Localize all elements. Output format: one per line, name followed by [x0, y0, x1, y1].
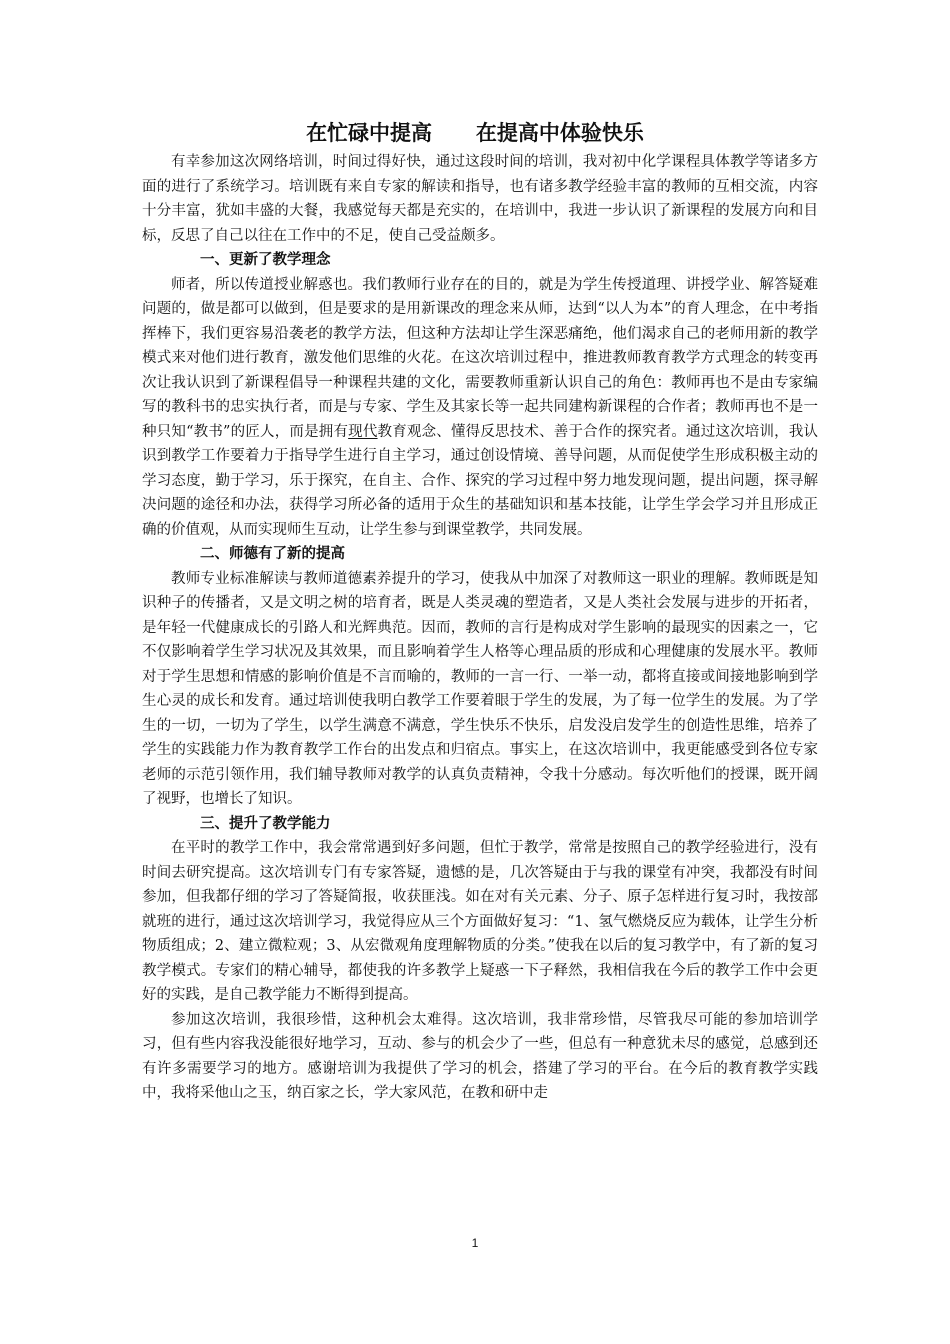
section-heading-1: 一、更新了教学理念: [200, 252, 331, 268]
document-body: [142, 150, 818, 1106]
section-1-text-part-1: 师者，所以传道授业解惑也。我们教师行业存在的目的，就是为学生传授道理、讲授学业、解答疑难问题的，做是都可以做到，但是要求的是用新课改的理念来从师，达到“以人为本”的育人理念，在中考指挥棒下，我们更容易沿袭老的教学方法，但这种方法却让学生深恶痛绝，他们渴求自己的老师用新的教学模式来对他们进行教育，激发他们思维的火花。在这次培训过程中，推进教师教育教学方式理念的转变再次让我认识到了新课程倡导一种课程共建的文化，需要教师重新认识自己的角色：教师再也不是由专家编写的教科书的忠实执行者，而是与专家、学生及其家长等一起共同建构新课程的合作者；教师再也不是一种只知“教书”的匠人，而是拥有: [142, 276, 818, 440]
page-number: 1: [471, 1236, 479, 1250]
section-1-text-part-2: 教育观念、懂得反思技术、善于合作的探究者。通过这次培训，我认识到教学工作要着力于指导学生进行自主学习，通过创设情境、善导问题，从而促使学生形成积极主动的学习态度，勤于学习，乐于探究，在自主、合作、探究的学习过程中努力地发现问题，提出问题，探寻解决问题的途径和办法，获得学习所必备的适用于众生的基础知识和基本技能，让学生学会学习并且形成正确的价值观，从而实现师生互动，让学生参与到课堂教学，共同发展。: [142, 423, 819, 538]
section-heading-3: 三、提升了教学能力: [200, 815, 331, 832]
section-paragraph-2: 教师专业标准解读与教师道德素养提升的学习，使我从中加深了对教师这一职业的理解。教师既是知识种子的传播者，又是文明之树的培育者，既是人类灵魂的塑造者，又是人类社会发展与进步的开拓者，是年轻一代健康成长的引路人和光辉典范。因而，教师的言行是构成对学生影响的最现实的因素之一，它不仅影响着学生学习状况及其效果，而且影响着学生人格等心理品质的形成和心理健康的发展水平。教师对于学生思想和情感的影响价值是不言而喻的，教师的一言一行、一举一动，都将直接或间接地影响到学生心灵的成长和发育。通过培训使我明白教学工作要着眼于学生的发展，为了每一位学生的发展。为了学生的一切，一切为了学生，以学生满意不满意，学生快乐不快乐，启发没启发学生的创造性思维，培养了学生的实践能力作为教育教学工作台的出发点和归宿点。事实上，在这次培训中，我更能感受到各位专家老师的示范引领作用，我们辅导教师对教学的认真负责精神，令我十分感动。每次听他们的授课，既开阔了视野，也增长了知识。: [142, 570, 818, 807]
closing-paragraph: 参加这次培训，我很珍惜，这种机会太难得。这次培训，我非常珍惜，尽管我尽可能的参加培训学习，但有些内容我没能很好地学习，互动、参与的机会少了一些，但总有一种意犹未尽的感觉，总感到还有许多需要学习的地方。感谢培训为我提供了学习的机会，搭建了学习的平台。在今后的教育教学实践中，我将采他山之玉，纳百家之长，学大家风范，在教和研中走: [142, 1011, 818, 1101]
section-heading-2: 二、师德有了新的提高: [200, 546, 345, 562]
document-title: 在忙碌中提高 在提高中体验快乐: [306, 121, 644, 145]
section-paragraph-1: [142, 273, 818, 543]
underlined-word: 现代: [348, 423, 378, 440]
section-paragraph-3: 在平时的教学工作中，我会常常遇到好多问题，但忙于教学，常常是按照自己的教学经验进行，没有时间去研究提高。这次培训专门有专家答疑，遗憾的是，几次答疑由于与我的课堂有冲突，我都没有时间参加，但我都仔细的学习了答疑简报，收获匪浅。如在对有关元素、分子、原子怎样进行复习时，我按部就班的进行，通过这次培训学习，我觉得应从三个方面做好复习：“1、氢气燃烧反应为载体，让学生分析物质组成；2、建立微粒观；3、从宏微观角度理解物质的分类。”使我在以后的复习教学中，有了新的复习教学模式。专家们的精心辅导，都使我的许多教学上疑惑一下子释然，我相信我在今后的教学工作中会更好的实践，是自己教学能力不断得到提高。: [142, 840, 818, 1003]
intro-paragraph: 有幸参加这次网络培训，时间过得好快，通过这段时间的培训，我对初中化学课程具体教学等诸多方面的进行了系统学习。培训既有来自专家的解读和指导，也有诸多教学经验丰富的教师的互相交流，内容十分丰富，犹如丰盛的大餐，我感觉每天都是充实的，在培训中，我进一步认识了新课程的发展方向和目标，反思了自己以往在工作中的不足，使自己受益颇多。: [142, 154, 818, 244]
